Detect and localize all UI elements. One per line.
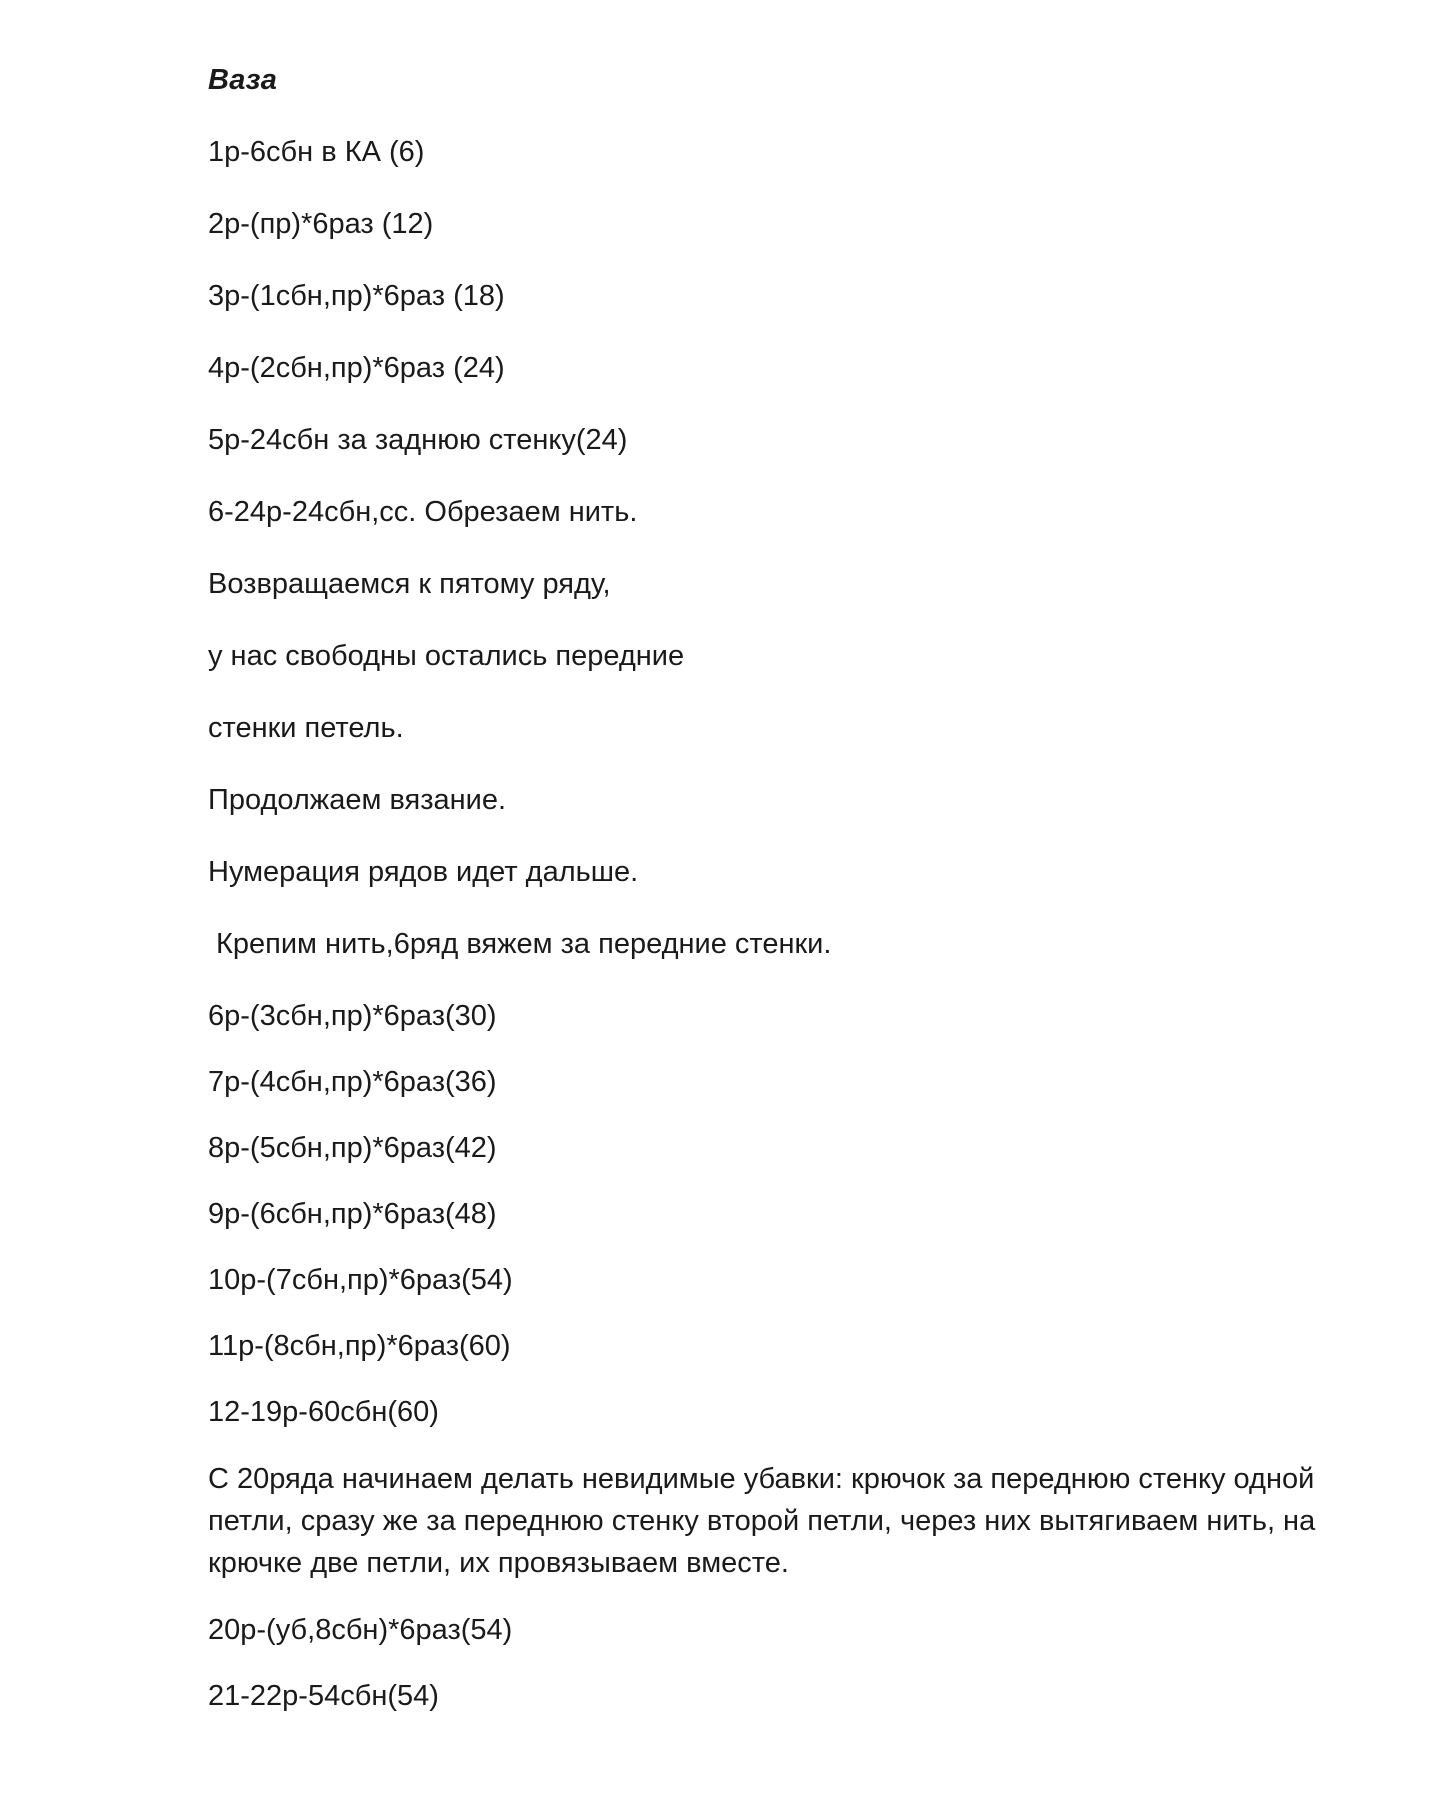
instruction-line: Нумерация рядов идет дальше.: [208, 856, 639, 888]
pattern-row: 11р-(8сбн,пр)*6раз(60): [208, 1330, 511, 1362]
instruction-line: Крепим нить,6ряд вяжем за передние стенки.: [216, 928, 832, 960]
pattern-row: 7р-(4сбн,пр)*6раз(36): [208, 1066, 497, 1098]
decrease-instruction-paragraph: С 20ряда начинаем делать невидимые убавки: крючок за переднюю стенку одной петли, сразу же за переднюю стенку второй петли, через них вытягиваем нить, на крючке две петли, их провязываем вместе.: [208, 1463, 1316, 1579]
pattern-row: 6р-(3сбн,пр)*6раз(30): [208, 1000, 497, 1032]
instruction-line: Продолжаем вязание.: [208, 784, 507, 816]
pattern-row: 4р-(2сбн,пр)*6раз (24): [208, 352, 505, 384]
pattern-row: 5р-24сбн за заднюю стенку(24): [208, 424, 628, 456]
instruction-line: стенки петель.: [208, 712, 404, 744]
document-title: Ваза: [208, 64, 278, 96]
pattern-row: 3р-(1сбн,пр)*6раз (18): [208, 280, 505, 312]
pattern-row: 2р-(пр)*6раз (12): [208, 208, 434, 240]
pattern-row: 6-24р-24сбн,сс. Обрезаем нить.: [208, 496, 638, 528]
pattern-row: 12-19р-60сбн(60): [208, 1396, 439, 1428]
document-body: [208, 60, 1328, 1742]
pattern-row: 21-22р-54сбн(54): [208, 1680, 439, 1712]
instruction-line: Возвращаемся к пятому ряду,: [208, 568, 611, 600]
pattern-row: 1р-6сбн в КА (6): [208, 136, 425, 168]
pattern-row: 9р-(6сбн,пр)*6раз(48): [208, 1198, 497, 1230]
pattern-row: 8р-(5сбн,пр)*6раз(42): [208, 1132, 497, 1164]
pattern-row: 10р-(7сбн,пр)*6раз(54): [208, 1264, 513, 1296]
instruction-line: у нас свободны остались передние: [208, 640, 685, 672]
pattern-row: 20р-(уб,8сбн)*6раз(54): [208, 1614, 513, 1646]
